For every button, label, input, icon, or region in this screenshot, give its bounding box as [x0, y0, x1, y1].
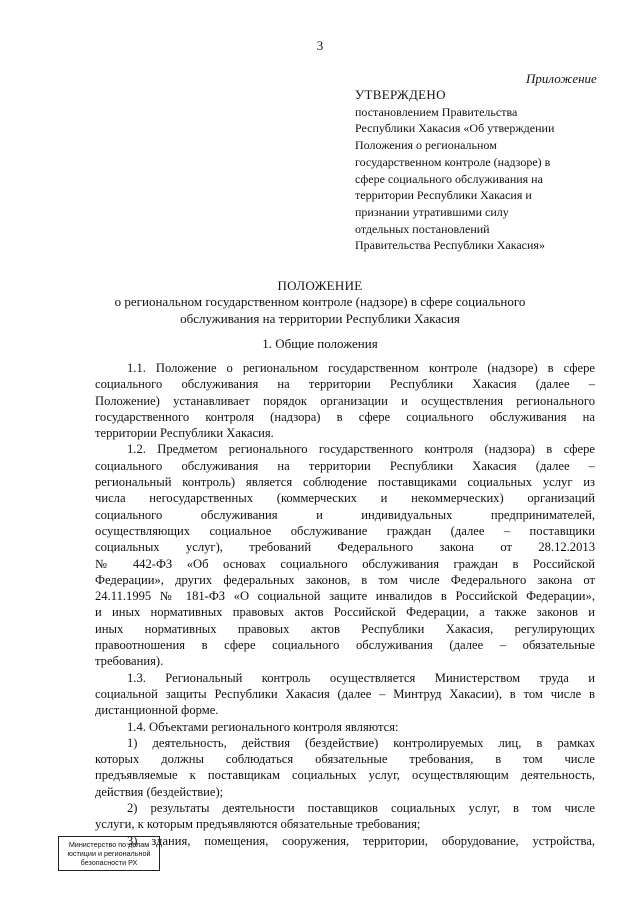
- appendix-label: Приложение: [526, 71, 597, 86]
- body-line: требования).: [95, 654, 164, 669]
- body-line: социальных услуг), требований Федерального закона от 28.12.2013: [95, 540, 595, 555]
- body-line: 1.3. Региональный контроль осуществляется Министерством труда и: [127, 670, 595, 685]
- body-line: 1.4. Объектами регионального контроля являются:: [127, 719, 399, 734]
- subtitle-line: о региональном государственном контроле (надзоре) в сфере социального: [114, 294, 526, 309]
- ministry-stamp: [58, 836, 160, 871]
- body-line: действия (бездействие);: [95, 784, 224, 799]
- document-subtitle: [0, 293, 640, 327]
- body-line: и иных нормативных правовых актов Российской Федерации, а также законов и: [95, 605, 595, 620]
- body-line: региональный контроль) является соблюдение поставщиками социальных услуг из: [95, 475, 595, 490]
- body-line: дистанционной форме.: [95, 703, 219, 718]
- body-line: государственного контроля (надзора) в сфере социального обслуживания на: [95, 409, 595, 424]
- stamp-line: Министерство по делам: [68, 840, 150, 849]
- approval-line: признании утратившими силу: [355, 204, 509, 219]
- stamp-line: юстиции и региональной: [67, 849, 151, 858]
- body-line: правоотношения в сфере социального обслуживания (далее – обязательные: [95, 638, 595, 653]
- body-line: 1.2. Предметом регионального государственного контроля (надзора) в сфере: [127, 442, 595, 457]
- page-number: 3: [316, 38, 324, 53]
- approval-line: сфере социального обслуживания на: [355, 171, 543, 186]
- body-line: территории Республики Хакасия.: [95, 426, 274, 441]
- body-line: 3) здания, помещения, сооружения, территории, оборудование, устройства,: [127, 833, 595, 848]
- body-line: Положение) устанавливает порядок организации и осуществления регионального: [95, 393, 595, 408]
- stamp-line: безопасности РХ: [80, 858, 138, 867]
- approval-line: государственном контроле (надзоре) в: [355, 154, 551, 169]
- section-heading: 1. Общие положения: [262, 336, 378, 351]
- body-line: числа негосударственных (коммерческих и некоммерческих) организаций: [95, 491, 595, 506]
- approval-line: отдельных постановлений: [355, 221, 490, 236]
- body-line: социальной защиты Республики Хакасия (далее – Минтруд Хакасии), в том числе в: [95, 686, 595, 701]
- body-line: Федерации», других федеральных законов, в том числе Федерального закона от: [95, 572, 595, 587]
- body-line: социального обслуживания на территории Республики Хакасия (далее –: [95, 458, 595, 473]
- body-line: осуществляющих социальное обслуживание граждан (далее – поставщики: [95, 523, 595, 538]
- body-line: 1) деятельность, действия (бездействие) контролируемых лиц, в рамках: [127, 735, 595, 750]
- body-line: услуги, к которым предъявляются обязательные требования;: [95, 817, 421, 832]
- body-line: социального обслуживания и индивидуальных предпринимателей,: [95, 507, 595, 522]
- body-line: предъявляемые к поставщикам социальных услуг, осуществляющим деятельность,: [95, 768, 595, 783]
- body-line: социального обслуживания на территории Республики Хакасия (далее –: [95, 377, 595, 392]
- body-line: № 442-ФЗ «Об основах социального обслуживания граждан в Российской: [95, 556, 595, 571]
- approval-line: Положения о региональном: [355, 138, 497, 153]
- body-line: 1.1. Положение о региональном государственном контроле (надзоре) в сфере: [127, 361, 595, 375]
- body-line: 2) результаты деятельности поставщиков социальных услуг, в том числе: [127, 801, 595, 816]
- approved-label: УТВЕРЖДЕНО: [355, 87, 446, 102]
- approval-line: территории Республики Хакасия и: [355, 188, 532, 203]
- document-title: ПОЛОЖЕНИЕ: [277, 278, 363, 293]
- approval-block: [355, 87, 615, 254]
- approval-line: Республики Хакасия «Об утверждении: [355, 121, 555, 136]
- document-body: [95, 360, 595, 849]
- body-line: 24.11.1995 № 181-ФЗ «О социальной защите инвалидов в Российской Федерации»,: [95, 589, 595, 604]
- body-line: которых должны соблюдаться обязательные требования, в том числе: [95, 752, 595, 767]
- subtitle-line: обслуживания на территории Республики Хакасия: [180, 311, 460, 326]
- approval-line: постановлением Правительства: [355, 104, 518, 119]
- body-line: иных нормативных правовых актов Республики Хакасия, регулирующих: [95, 621, 595, 636]
- approval-line: Правительства Республики Хакасия»: [355, 238, 545, 253]
